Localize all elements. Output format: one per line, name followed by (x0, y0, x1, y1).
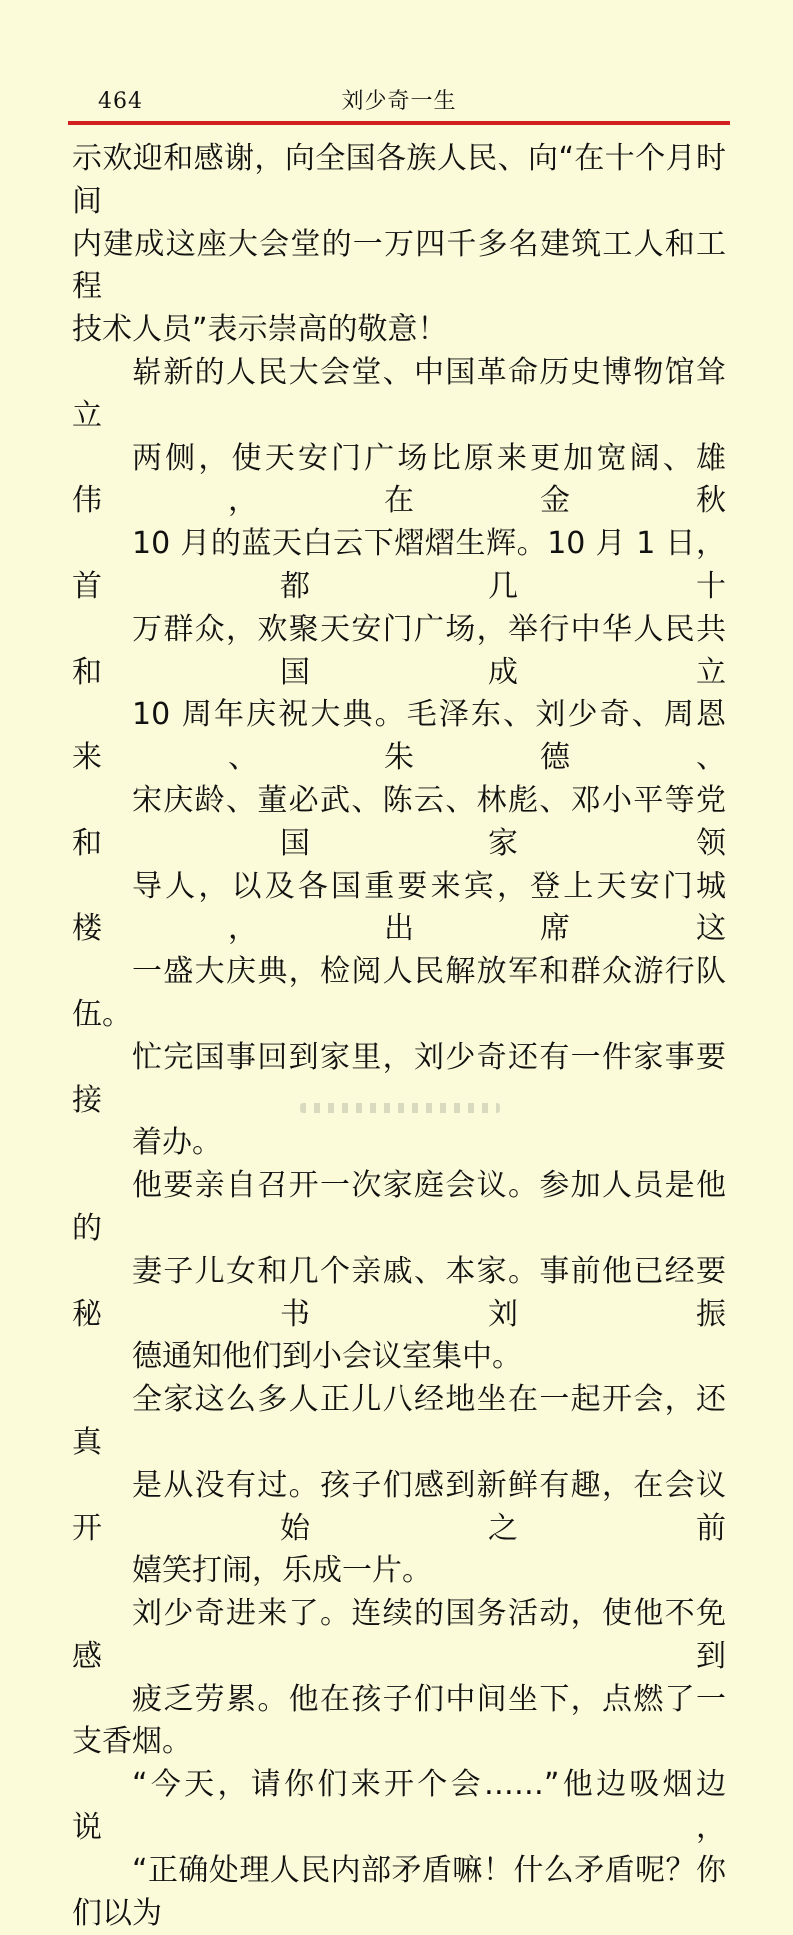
paragraph (72, 352, 726, 1037)
text-line: 10 周年庆祝大典。毛泽东、刘少奇、周恩来、朱德、 (72, 697, 726, 776)
text-line: 妻子儿女和几个亲戚、本家。事前他已经要秘书刘振 (72, 1253, 726, 1332)
paragraph (72, 1165, 726, 1379)
text-line: 宋庆龄、董必武、陈云、林彪、邓小平等党和国家领 (72, 782, 726, 861)
text-line: “正确处理人民内部矛盾嘛！什么矛盾呢？你们以为 (72, 1852, 726, 1931)
page-number: 464 (98, 89, 143, 114)
footer-smudge (300, 1103, 500, 1113)
text-line: 他要亲自召开一次家庭会议。参加人员是他的 (72, 1168, 726, 1246)
paragraph (72, 1037, 726, 1165)
running-title: 刘少奇一生 (341, 89, 457, 114)
text-line: 一盛大庆典，检阅人民解放军和群众游行队伍。 (72, 954, 726, 1032)
text-line: 忙完国事回到家里，刘少奇还有一件家事要接 (72, 1039, 726, 1118)
paragraph (72, 1764, 726, 1935)
text-line: 疲乏劳累。他在孩子们中间坐下，点燃了一支香烟。 (72, 1681, 726, 1760)
text-line: 技术人员”表示崇高的敬意！ (72, 312, 448, 348)
paragraph (72, 1593, 726, 1764)
text-line: 10 月的蓝天白云下熠熠生辉。10 月 1 日，首都几十 (72, 526, 726, 604)
text-line: “今天，请你们来开个会……”他边吸烟边说， (72, 1767, 726, 1846)
text-line: 嬉笑打闹，乐成一片。 (132, 1553, 432, 1589)
text-line: 两侧，使天安门广场比原来更加宽阔、雄伟，在金秋 (72, 440, 726, 519)
text-line: 全家这么多人正儿八经地坐在一起开会，还真 (72, 1382, 726, 1460)
text-line: 示欢迎和感谢，向全国各族人民、向“在十个月时间 (72, 141, 726, 219)
text-line: 是从没有过。孩子们感到新鲜有趣，在会议开始之前 (72, 1467, 726, 1546)
text-line: 刘少奇进来了。连续的国务活动，使他不免感到 (72, 1596, 726, 1674)
paragraph (72, 1379, 726, 1593)
page-header (68, 86, 730, 122)
text-line: 万群众，欢聚天安门广场，举行中华人民共和国成立 (72, 611, 726, 690)
text-line: 导人，以及各国重要来宾，登上天安门城楼，出席这 (72, 868, 726, 947)
text-line: 着办。 (132, 1125, 222, 1161)
body-text (72, 138, 726, 1935)
header-rule (68, 121, 730, 125)
text-line: 内建成这座大会堂的一万四千多名建筑工人和工程 (72, 226, 726, 305)
text-line: 崭新的人民大会堂、中国革命历史博物馆耸立 (72, 354, 726, 433)
paragraph (72, 138, 726, 352)
text-line: 德通知他们到小会议室集中。 (132, 1339, 522, 1375)
